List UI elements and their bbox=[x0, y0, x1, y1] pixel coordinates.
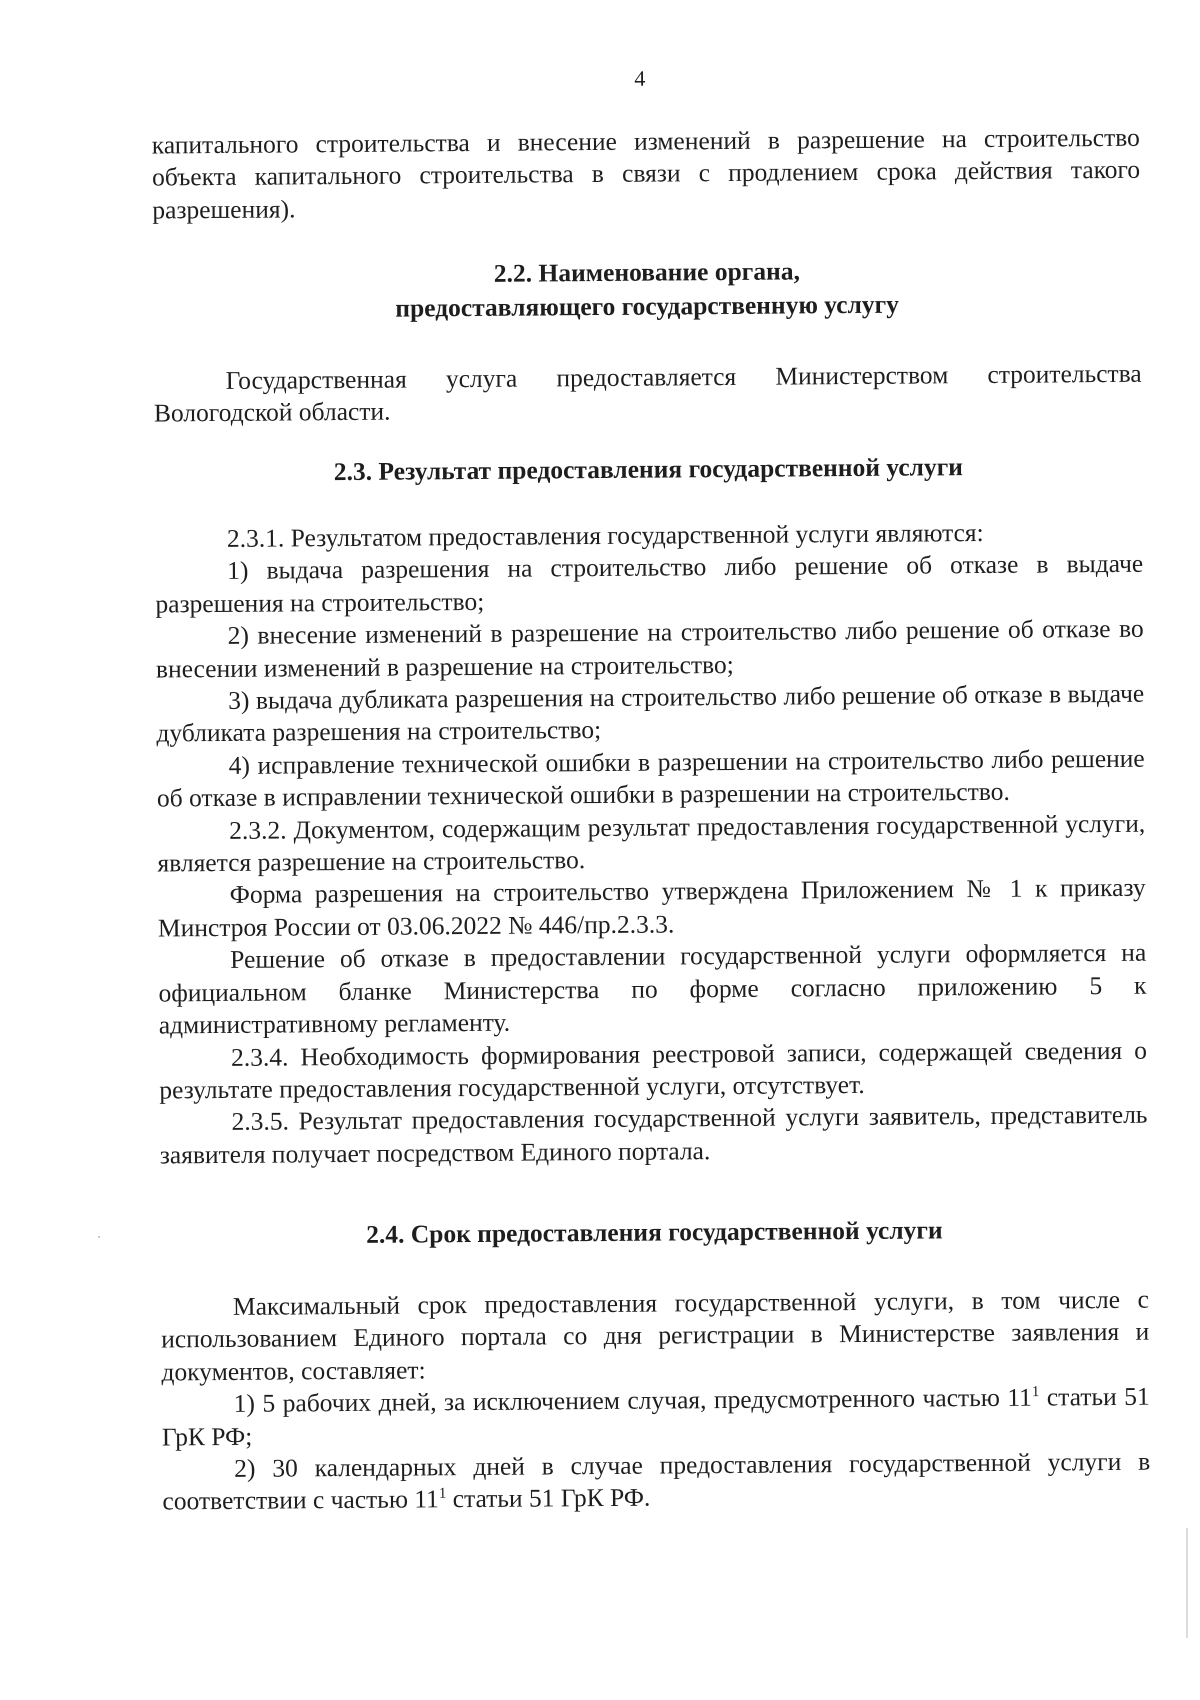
section-2-2-heading-line2: предоставляющего государственную услугу bbox=[395, 289, 900, 323]
section-2-4-paragraph: Максимальный срок предоставления государственной услуги, в том числе с использованием Единого портала со дня регистрации в Министерстве заявления и документов, составляет: bbox=[161, 1284, 1150, 1387]
scan-dot-artifact bbox=[98, 1236, 100, 1238]
paragraph-2-3-1: 2.3.1. Результатом предоставления государственной услуги являются: bbox=[226, 517, 984, 553]
intro-paragraph-block bbox=[152, 122, 1141, 227]
paragraph-permit-form: Форма разрешения на строительство утверждена Приложением № 1 к приказу Минстроя России от 03.06.2022 № 446/пр.2.3.3. bbox=[157, 873, 1146, 943]
section-2-4-heading: 2.4. Срок предоставления государственной услуги bbox=[366, 1215, 943, 1249]
page-number: 4 bbox=[634, 65, 646, 91]
section-2-2-heading-line1: 2.2. Наименование органа, bbox=[493, 256, 800, 288]
term-item-2 bbox=[162, 1446, 1150, 1519]
paragraph-2-3-2: 2.3.2. Документом, содержащим результат предоставления государственной услуги, является разрешение на строительство. bbox=[157, 808, 1146, 878]
term-item-1-text: 1) 5 рабочих дней, за исключением случая, предусмотренного частью 11 bbox=[233, 1382, 1032, 1419]
result-item-1: 1) выдача разрешения на строительство либо решение об отказе в выдаче разрешения на строительство; bbox=[155, 549, 1144, 619]
result-item-3: 3) выдача дубликата разрешения на строительство либо решение об отказе в выдаче дубликата разрешения на строительство; bbox=[156, 678, 1145, 748]
section-2-4-body bbox=[161, 1284, 1151, 1519]
result-item-2: 2) внесение изменений в разрешение на строительство либо решение об отказе во внесении изменений в разрешение на строительство; bbox=[155, 613, 1144, 684]
intro-paragraph: капитального строительства и внесение изменений в разрешение на строительство объекта капитального строительства в связи с продлением срока действия такого разрешения). bbox=[151, 122, 1141, 225]
term-item-2-superscript: 1 bbox=[438, 1486, 447, 1503]
paragraph-refusal-decision: Решение об отказе в предоставлении государственной услуги оформляется на официальном бланке Министерства по форме согласно приложению 5 к административному регламенту. bbox=[158, 937, 1147, 1040]
term-item-1-superscript: 1 bbox=[1031, 1384, 1040, 1401]
section-2-3-heading: 2.3. Результат предоставления государственной услуги bbox=[333, 452, 964, 487]
section-2-2-heading bbox=[153, 252, 1142, 328]
term-item-2-text: 2) 30 календарных дней в случае предоставления государственной услуги в соответствии с частью 11 bbox=[162, 1446, 1151, 1516]
term-item-1 bbox=[162, 1381, 1150, 1454]
paragraph-2-3-5: 2.3.5. Результат предоставления государственной услуги заявитель, представитель заявителя получает посредством Единого портала. bbox=[159, 1100, 1148, 1170]
section-2-2-paragraph: Государственная услуга предоставляется Министерством строительства Вологодской области. bbox=[153, 358, 1142, 428]
section-2-3-body bbox=[155, 516, 1148, 1172]
paragraph-2-3-4: 2.3.4. Необходимость формирования реестровой записи, содержащей сведения о результате предоставления государственной услуги, отсутствует. bbox=[159, 1035, 1148, 1105]
scan-edge-artifact bbox=[1186, 1528, 1188, 1638]
section-2-2-body bbox=[154, 358, 1142, 431]
term-item-2-text-end: статьи 51 ГрК РФ. bbox=[446, 1483, 651, 1514]
result-item-4: 4) исправление технической ошибки в разрешении на строительство либо решение об отказе в исправлении технической ошибки в разрешении на строительство. bbox=[156, 743, 1145, 813]
term-item-1-text-end: статьи 51 ГрК РФ; bbox=[161, 1381, 1150, 1452]
